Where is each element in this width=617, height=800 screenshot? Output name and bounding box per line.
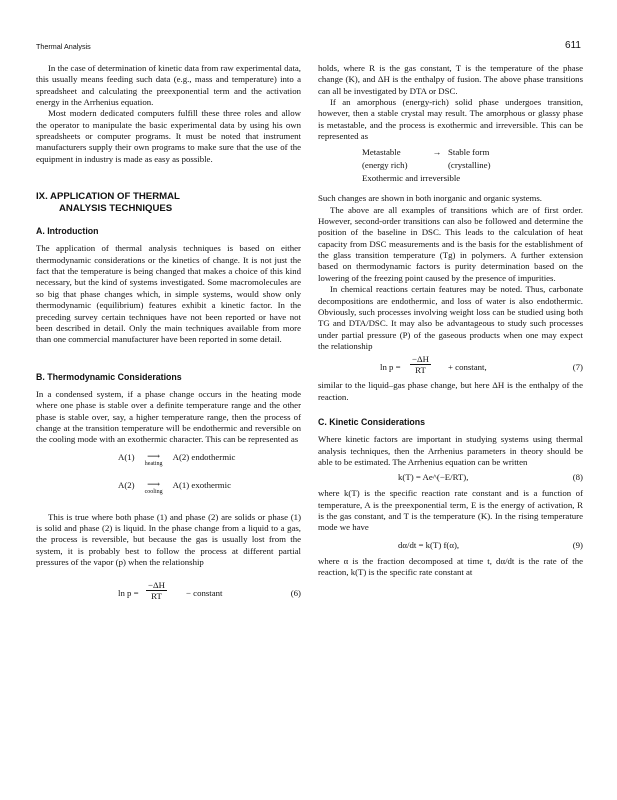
equation-6: ln p = $\frac{-\Delta H}{RT}$ − constant (6) — [118, 580, 301, 602]
page-number: 611 — [565, 40, 581, 51]
paragraph: Such changes are shown in both inorganic and organic systems. — [318, 193, 542, 204]
subsection-heading: C. Kinetic Considerations — [318, 416, 426, 427]
transition-scheme: Metastable → Stable form (energy rich) (crystalline) Exothermic and irreversible — [362, 147, 491, 184]
paragraph: If an amorphous (energy-rich) solid phase undergoes transition, however, then a stable crystal may result. The amorphous or glassy phase is metastable, and the process is exothermic and irreversible. This can be represented as — [318, 97, 583, 142]
equation-9: dα/dt = k(T) f(α), (9) — [398, 539, 583, 550]
paragraph: In a condensed system, if a phase change occurs in the heating mode where one phase is stable over a definite temperature range and the other phase is stable over, say, a higher temperature range, then the process of change at the transition temperature will be endothermic and reversible on the cooling mode with an exothermic character. This can be represented as — [36, 388, 301, 445]
paragraph: In the case of determination of kinetic data from raw experimental data, this usually means feeding such data (e.g., mass and temperature) into a spreadsheet and calculating the preexponential term and the activation energy in the Arrhenius equation. — [36, 63, 301, 108]
paragraph: similar to the liquid–gas phase change, but here ΔH is the enthalpy of the reaction. — [318, 380, 583, 402]
paragraph: Most modern dedicated computers fulfill these three roles and allow the operator to manipulate the basic experimental data by using his own spreadsheets or computer programs. It must be noted that instrument manufacturers supply their own programs to make sure that the use of the equipment in industry is made as easy as possible. — [36, 108, 301, 164]
paragraph: where k(T) is the specific reaction rate constant and is a function of temperature, A is the preexponential term, E is the energy of activation, R is the gas constant, and T is the temperature (K). In the rising temperature mode we have — [318, 488, 583, 533]
right-column — [318, 63, 583, 578]
section-heading: IX. APPLICATION OF THERMAL ANALYSIS TECHNIQUES — [36, 191, 180, 215]
equation-7: ln p = $\frac{-\Delta H}{RT}$ + constant, (7) — [380, 354, 583, 376]
paragraph: where α is the fraction decomposed at time t, dα/dt is the rate of the reaction, k(T) is the specific rate constant at — [318, 555, 583, 577]
paragraph: The application of thermal analysis techniques is based on either thermodynamic considerations or the kinetics of change. It is not just the fact that the temperature is being changed that makes a choice of this kind necessary, but the kind of systems investigated. Some macromolecules are so big that phase changes which, in simple systems, would show only thermodynamic (equilibrium) features exhibit a kinetic factor. In the preceding survey certain techniques have not been reported or have not been described in detail. Only the main techniques available from more than one commercial manufacturer have been reported in some detail. — [36, 243, 301, 345]
paragraph: Where kinetic factors are important in studying systems using thermal analysis techniques, then the Arrhenius parameters in theory should be able to be estimated. The Arrhenius equation can be written — [318, 434, 583, 467]
equation-8: k(T) = Ae^(−E/RT), (8) — [398, 472, 583, 483]
paragraph: This is true where both phase (1) and phase (2) are solids or phase (1) is solid and phase (2) is liquid. In the phase change from a liquid to a gas, the process is reversible, but because the gas is usually lost from the system, it is probably best to follow the process at different partial pressures of the vapor (p) when the relationship — [36, 511, 301, 567]
left-column — [36, 63, 301, 606]
paragraph: In chemical reactions certain features may be noted. Thus, carbonate decompositions are endothermic, and loss of water is also endothermic. Obviously, such processes involving weight loss can be studied using both TG and DTA/DSC. It may also be advantageous to study such processes under partial pressure (P) of the gaseous products when one may expect the relationship — [318, 284, 583, 351]
running-title: Thermal Analysis — [36, 42, 91, 51]
paragraph: The above are all examples of transitions which are of first order. However, second-order transitions can also be followed and determine the position of the baseline in DSC. This leads to the calculation of heat capacity from DSC measurements and is the basis for the establishment of the glass transition temperature (Tg) in polymers. A further extension based on thermodynamic factors is purity determination based on the lowering of the freezing point caused by the presence of impurities. — [318, 204, 583, 283]
reaction-heating: A(1) ⟶ heating A(2) endothermic — [118, 450, 236, 467]
reaction-cooling: A(2) ⟶ cooling A(1) exothermic — [118, 478, 232, 495]
paragraph: holds, where R is the gas constant, T is the temperature of the phase change (K), and ΔH is the enthalpy of fusion. The above phase transitions can all be investigated by DTA or DSC. — [318, 63, 583, 96]
subsection-heading: B. Thermodynamic Considerations — [36, 371, 182, 382]
subsection-heading: A. Introduction — [36, 226, 99, 237]
